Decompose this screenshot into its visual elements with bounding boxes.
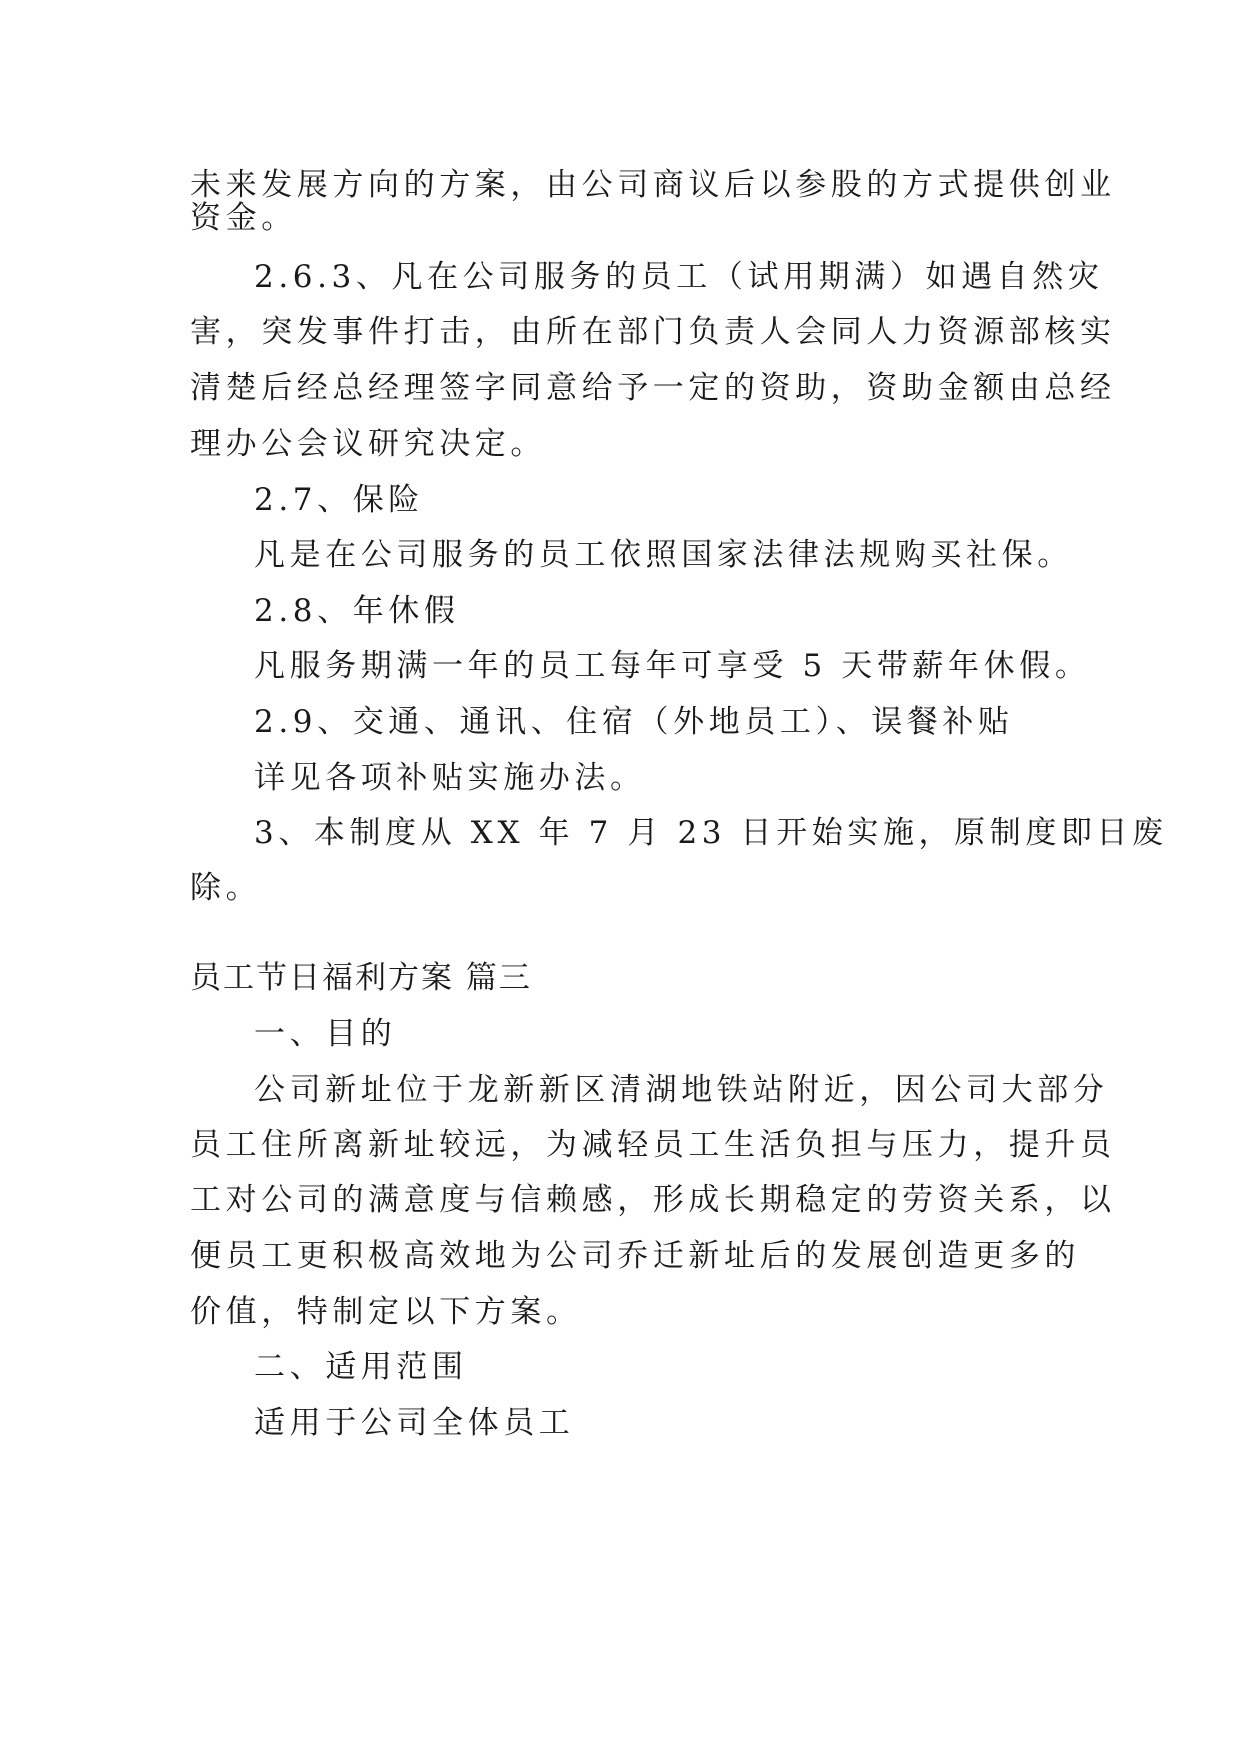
paragraph-line: 害，突发事件打击，由所在部门负责人会同人力资源部核实 (190, 314, 1116, 350)
paragraph-line: 未来发展方向的方案，由公司商议后以参股的方式提供创业 (190, 167, 1116, 203)
subsection-heading: 2.7、保险 (254, 482, 424, 518)
subsection-heading: 一、目的 (254, 1016, 397, 1052)
paragraph-line: 公司新址位于龙新新区清湖地铁站附近，因公司大部分 (254, 1072, 1109, 1108)
paragraph-line: 价值，特制定以下方案。 (190, 1294, 582, 1330)
paragraph-line: 理办公会议研究决定。 (190, 426, 546, 462)
paragraph-line: 清楚后经总经理签字同意给予一定的资助，资助金额由总经 (190, 370, 1116, 406)
paragraph-line: 资金。 (190, 200, 297, 236)
paragraph-line: 便员工更积极高效地为公司乔迁新址后的发展创造更多的 (190, 1238, 1080, 1274)
paragraph-line: 员工住所离新址较远，为减轻员工生活负担与压力，提升员 (190, 1127, 1116, 1163)
subsection-heading: 二、适用范围 (254, 1349, 468, 1385)
paragraph-line: 详见各项补贴实施办法。 (254, 760, 646, 796)
paragraph-line: 凡服务期满一年的员工每年可享受 5 天带薪年休假。 (254, 648, 1091, 684)
paragraph-line: 3、本制度从 XX 年 7 月 23 日开始实施，原制度即日废 (254, 815, 1168, 851)
section-title: 员工节日福利方案 篇三 (190, 960, 532, 996)
paragraph-line: 工对公司的满意度与信赖感，形成长期稳定的劳资关系，以 (190, 1182, 1116, 1218)
paragraph-line: 除。 (190, 870, 262, 906)
paragraph-line: 2.6.3、凡在公司服务的员工（试用期满）如遇自然灾 (254, 259, 1104, 295)
paragraph-line: 适用于公司全体员工 (254, 1405, 575, 1441)
subsection-heading: 2.8、年休假 (254, 593, 460, 629)
paragraph-line: 凡是在公司服务的员工依照国家法律法规购买社保。 (254, 537, 1073, 573)
subsection-heading: 2.9、交通、通讯、住宿（外地员工）、误餐补贴 (254, 704, 1014, 740)
